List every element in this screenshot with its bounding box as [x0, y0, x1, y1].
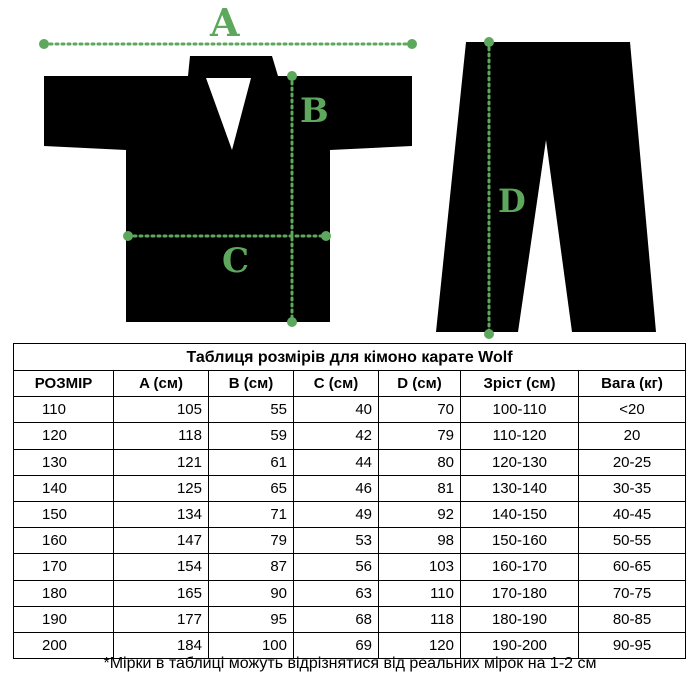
size-table: [13, 343, 686, 659]
table-cell: 65: [209, 475, 294, 501]
table-cell: 100: [209, 632, 294, 658]
table-cell: 70-75: [579, 580, 686, 606]
column-header: B (см): [209, 371, 294, 397]
table-cell: 140: [14, 475, 114, 501]
table-cell: 59: [209, 423, 294, 449]
table-cell: 150: [14, 501, 114, 527]
table-cell: 121: [114, 449, 209, 475]
table-row: [14, 606, 686, 632]
table-cell: 79: [379, 423, 461, 449]
table-cell: 160: [14, 528, 114, 554]
table-cell: 63: [294, 580, 379, 606]
table-cell: 71: [209, 501, 294, 527]
table-cell: 44: [294, 449, 379, 475]
table-cell: 42: [294, 423, 379, 449]
column-header: Вага (кг): [579, 371, 686, 397]
table-cell: 120: [379, 632, 461, 658]
table-row: [14, 397, 686, 423]
table-row: [14, 501, 686, 527]
table-cell: 98: [379, 528, 461, 554]
table-cell: 95: [209, 606, 294, 632]
table-cell: 92: [379, 501, 461, 527]
table-cell: 69: [294, 632, 379, 658]
table-cell: 118: [379, 606, 461, 632]
table-cell: 120: [14, 423, 114, 449]
table-cell: 170-180: [461, 580, 579, 606]
table-header-row: [14, 371, 686, 397]
table-cell: 154: [114, 554, 209, 580]
table-cell: 46: [294, 475, 379, 501]
table-row: [14, 449, 686, 475]
table-cell: 105: [114, 397, 209, 423]
table-cell: 180-190: [461, 606, 579, 632]
table-cell: 56: [294, 554, 379, 580]
table-cell: 190: [14, 606, 114, 632]
table-cell: 140-150: [461, 501, 579, 527]
table-row: [14, 580, 686, 606]
table-title: Таблиця розмірів для кімоно карате Wolf: [14, 344, 686, 371]
pants-silhouette: [436, 42, 656, 332]
table-cell: 30-35: [579, 475, 686, 501]
table-cell: 134: [114, 501, 209, 527]
table-cell: 90: [209, 580, 294, 606]
table-cell: 125: [114, 475, 209, 501]
table-cell: 20: [579, 423, 686, 449]
column-header: C (см): [294, 371, 379, 397]
table-row: [14, 528, 686, 554]
table-row: [14, 554, 686, 580]
table-cell: 190-200: [461, 632, 579, 658]
footnote: *Мірки в таблиці можуть відрізнятися від реальних мірок на 1-2 см: [103, 655, 597, 672]
label-b: B: [300, 91, 329, 131]
table-cell: 49: [294, 501, 379, 527]
table-cell: 68: [294, 606, 379, 632]
table-cell: 50-55: [579, 528, 686, 554]
label-c: C: [222, 241, 250, 281]
table-cell: 200: [14, 632, 114, 658]
table-cell: 53: [294, 528, 379, 554]
table-row: [14, 475, 686, 501]
table-cell: 40-45: [579, 501, 686, 527]
table-cell: 170: [14, 554, 114, 580]
table-cell: 110: [379, 580, 461, 606]
label-d: D: [498, 182, 526, 220]
kimono-measurement-diagram: [0, 0, 700, 342]
table-cell: 61: [209, 449, 294, 475]
table-cell: 79: [209, 528, 294, 554]
table-cell: 60-65: [579, 554, 686, 580]
table-cell: 177: [114, 606, 209, 632]
table-cell: 100-110: [461, 397, 579, 423]
column-header: A (см): [114, 371, 209, 397]
table-cell: 147: [114, 528, 209, 554]
table-cell: 130-140: [461, 475, 579, 501]
table-cell: 40: [294, 397, 379, 423]
table-cell: 130: [14, 449, 114, 475]
table-cell: 120-130: [461, 449, 579, 475]
table-cell: 150-160: [461, 528, 579, 554]
table-cell: 165: [114, 580, 209, 606]
table-cell: 55: [209, 397, 294, 423]
column-header: D (см): [379, 371, 461, 397]
label-a: A: [210, 0, 240, 45]
table-cell: 70: [379, 397, 461, 423]
table-cell: 90-95: [579, 632, 686, 658]
table-body: [14, 397, 686, 659]
table-cell: 110: [14, 397, 114, 423]
table-cell: 80-85: [579, 606, 686, 632]
column-header: Зріст (см): [461, 371, 579, 397]
table-cell: 110-120: [461, 423, 579, 449]
table-cell: 20-25: [579, 449, 686, 475]
table-cell: <20: [579, 397, 686, 423]
table-cell: 87: [209, 554, 294, 580]
table-cell: 103: [379, 554, 461, 580]
table-cell: 160-170: [461, 554, 579, 580]
table-cell: 80: [379, 449, 461, 475]
table-cell: 118: [114, 423, 209, 449]
table-row: [14, 423, 686, 449]
table-cell: 184: [114, 632, 209, 658]
table-cell: 180: [14, 580, 114, 606]
table-cell: 81: [379, 475, 461, 501]
column-header: РОЗМІР: [14, 371, 114, 397]
